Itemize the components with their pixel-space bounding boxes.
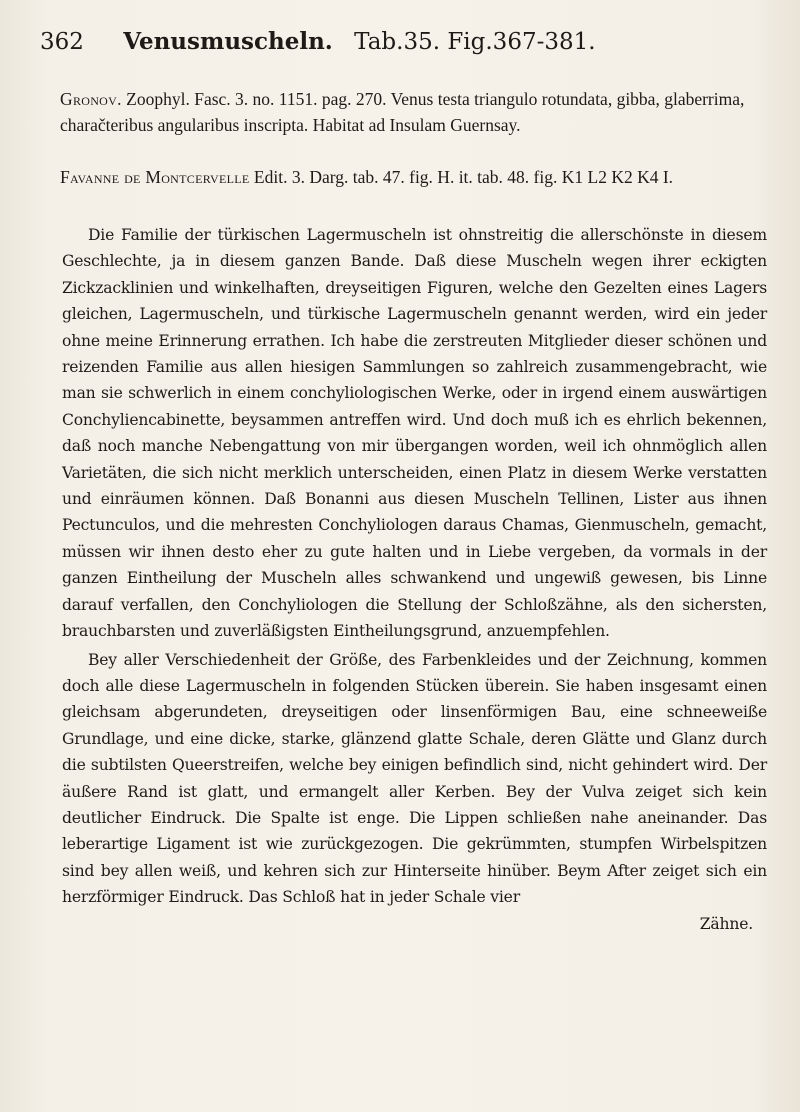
running-title: Venusmuscheln. [123,28,333,55]
reference-text: Edit. 3. Darg. tab. 47. fig. H. it. tab. 48. fig. K1 L2 K2 K4 I. [253,167,674,187]
paragraph-2: Bey aller Verschiedenheit der Größe, des Farbenkleides und der Zeichnung, kommen doch alle diese Lagermuscheln in folgenden Stücken überein. Sie haben insgesamt einen gleichsam abgerundeten, dreyseitigen oder linsenförmigen Bau, eine schneeweiße Grundlage, und eine dicke, starke, glänzend glatte Schale, deren Glätte und Glanz durch die subtilsten Queerstreifen, welche bey einigen befindlich sind, nicht gehindert wird. Der äußere Rand ist glatt, und ermangelt aller Kerben. Bey der Vulva zeiget sich kein deutlicher Eindruck. Die Spalte ist enge. Die Lippen schließen nahe aneinander. Das leberartige Ligament ist wie zurückgezogen. Die gekrümmten, stumpfen Wirbelspitzen sind bey allen weiß, und kehren sich zur Hinterseite hinüber. Beym After zeiget sich ein herzförmiger Eindruck. Das Schloß hat in jeder Schale vier [62,650,767,907]
page-header [40,28,770,55]
page-number: 362 [40,29,84,55]
reference-gronov [60,86,760,138]
reference-author: Favanne de Montcervelle [60,167,250,187]
paragraph-1: Die Familie der türkischen Lagermuscheln ist ohnstreitig die allerschönste in diesem Geschlechte, ja in diesem ganzen Bande. Daß diese Muscheln wegen ihrer eckigten Zickzacklinien und winkelhaften, dreyseitigen Figuren, welche den Gezelten eines Lagers gleichen, Lagermuscheln, und türkische Lagermuscheln genannt werden, wird ein jeder ohne meine Erinnerung errathen. Ich habe die zerstreuten Mitglieder dieser schönen und reizenden Familie aus allen hiesigen Sammlungen so zahlreich zusammengebracht, wie man sie schwerlich in einem conchyliologischen Werke, oder in irgend einem auswärtigen Conchyliencabinette, beysammen antreffen wird. Und doch muß ich es ehrlich bekennen, daß noch manche Nebengattung von mir übergangen worden, weil ich ohnmöglich allen Varietäten, die sich nicht merklich unterscheiden, einen Platz in diesem Werke verstatten und einräumen können. Daß Bonanni aus diesen Muscheln Tellinen, Lister aus ihnen Pectunculos, und die mehresten Conchyliologen daraus Chamas, Gienmuscheln, gemacht, müssen wir ihnen desto eher zu gute halten und in Liebe vergeben, da vormals in der ganzen Eintheilung der Muscheln alles schwankend und ungewiß gewesen, bis Linne darauf verfallen, den Conchyliologen die Stellung der Schloßzähne, als den sichersten, brauchbarsten und zuverläßigsten Eintheilungsgrund, anzuempfehlen. [62,226,767,641]
reference-text: Zoophyl. Fasc. 3. no. 1151. pag. 270. Venus testa triangulo rotundata, gibba, glaberrima, charačteribus angularibus inscripta. Habitat ad Insulam Guernsay. [60,89,745,135]
reference-favanne [60,164,760,190]
body-text [62,222,767,937]
paragraph-end: Zähne. [699,914,753,933]
reference-author: Gronov. [60,89,122,109]
plate-reference: Tab.35. Fig.367-381. [354,29,596,55]
